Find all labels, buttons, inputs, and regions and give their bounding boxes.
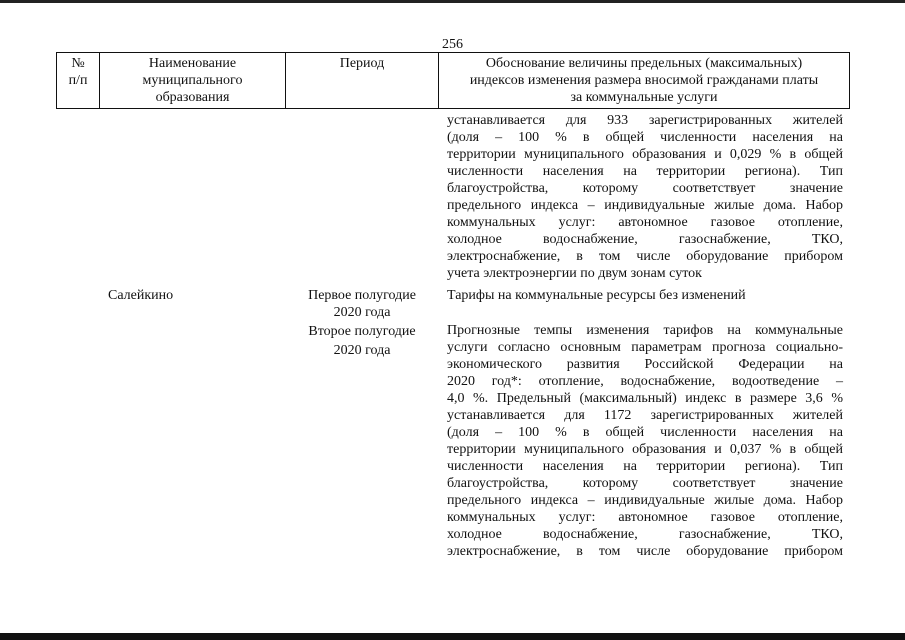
header-justification [439, 55, 849, 106]
text-line: 2020 год*: отопление, водоснабжение, водоотведение – [447, 374, 843, 389]
header-period [286, 55, 438, 72]
text-line: устанавливается для 933 зарегистрированных жителей [447, 113, 843, 128]
text-line: 4,0 %. Предельный (максимальный) индекс в размере 3,6 % [447, 391, 843, 406]
header-justification-line: Обоснование величины предельных (максимальных) [485, 56, 803, 71]
period-first-half [286, 287, 438, 321]
justification-first-half: Тарифы на коммунальные ресурсы без изменений [447, 288, 746, 303]
text-line: электроснабжение, в том числе оборудование прибором [447, 249, 843, 264]
text-line: благоустройства, которому соответствует значение [447, 476, 843, 491]
header-municipality [100, 55, 285, 106]
period-line: 2020 года [333, 343, 391, 358]
period-second-half [286, 322, 438, 360]
page-number: 256 [442, 37, 463, 52]
header-num [57, 55, 99, 89]
header-num-line: п/п [68, 73, 88, 88]
text-line: учета электроэнергии по двум зонам суток [447, 266, 702, 281]
justification-second-half [447, 322, 843, 560]
text-line: (доля – 100 % в общей численности населения на [447, 130, 843, 145]
text-line: Прогнозные темпы изменения тарифов на коммунальные [447, 323, 843, 338]
text-line: холодное водоснабжение, газоснабжение, ТКО, [447, 527, 843, 542]
text-line: коммунальных услуг: автономное газовое отопление, [447, 215, 843, 230]
text-line: экономического развития Российской Федерации на [447, 357, 843, 372]
header-justification-line: за коммунальные услуги [570, 90, 718, 105]
header-num-line: № [71, 56, 85, 71]
period-line: 2020 года [333, 305, 391, 320]
header-period-line: Период [339, 56, 385, 71]
text-line: (доля – 100 % в общей численности населения на [447, 425, 843, 440]
text-line: благоустройства, которому соответствует значение [447, 181, 843, 196]
header-name-line: Наименование [148, 56, 237, 71]
text-line: территории муниципального образования и 0,037 % в общей [447, 442, 843, 457]
scan-edge-bottom [0, 633, 905, 640]
text-line: предельного индекса – индивидуальные жилые дома. Набор [447, 493, 843, 508]
text-line: территории муниципального образования и 0,029 % в общей [447, 147, 843, 162]
period-line: Второе полугодие [308, 324, 416, 339]
period-line: Первое полугодие [308, 288, 416, 303]
text-line: предельного индекса – индивидуальные жилые дома. Набор [447, 198, 843, 213]
municipality-name: Салейкино [108, 288, 174, 303]
header-name-line: муниципального [142, 73, 243, 88]
text-line: устанавливается для 1172 зарегистрированных жителей [447, 408, 843, 423]
text-line: численности населения на территории региона). Тип [447, 164, 843, 179]
text-line: электроснабжение, в том числе оборудование прибором [447, 544, 843, 559]
text-line: холодное водоснабжение, газоснабжение, ТКО, [447, 232, 843, 247]
header-justification-line: индексов изменения размера вносимой гражданами платы [469, 73, 819, 88]
text-line: услуги согласно основным параметрам прогноза социально- [447, 340, 843, 355]
continued-justification [447, 112, 843, 282]
header-name-line: образования [155, 90, 230, 105]
text-line: коммунальных услуг: автономное газовое отопление, [447, 510, 843, 525]
text-line: численности населения на территории региона). Тип [447, 459, 843, 474]
scan-edge-top [0, 0, 905, 3]
